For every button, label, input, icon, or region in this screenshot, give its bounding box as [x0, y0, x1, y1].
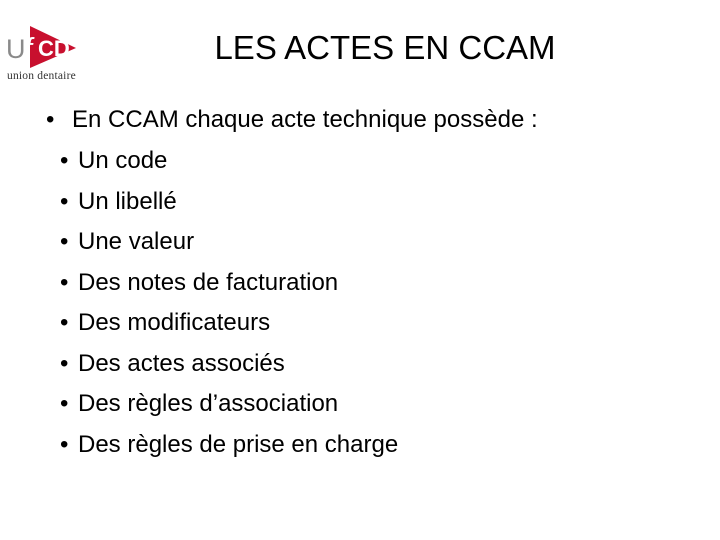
list-item-text: Des notes de facturation: [78, 268, 339, 296]
bullet-glyph: •: [46, 106, 55, 133]
list-item-text: Des modificateurs: [78, 309, 271, 336]
slide-title: LES ACTES EN CCAM: [214, 29, 556, 66]
list-item: [60, 222, 398, 263]
bullet-glyph: •: [60, 268, 69, 296]
list-item: [60, 141, 398, 182]
list-item-text: Des actes associés: [78, 349, 285, 377]
list-item: [60, 303, 398, 344]
bullet-glyph: •: [60, 430, 69, 458]
lead-text: En CCAM chaque acte technique possède :: [72, 106, 538, 133]
bullet-glyph: •: [60, 349, 69, 377]
logo-caption: union dentaire: [7, 70, 76, 82]
list-item: [60, 344, 398, 385]
logo-letter-u: U: [6, 34, 26, 64]
list-item: [60, 182, 398, 223]
list-item-text: Des règles de prise en charge: [78, 430, 399, 458]
list-item-text: Un libellé: [78, 187, 177, 215]
logo-letter-f: f: [24, 33, 33, 65]
bullet-glyph: •: [60, 187, 69, 215]
bullet-glyph: •: [60, 228, 69, 255]
logo-letters-cd: CD: [38, 36, 70, 61]
attribute-list: [60, 141, 398, 465]
ufcd-logo: [4, 24, 84, 86]
list-item: [60, 425, 398, 466]
list-item-text: Un code: [78, 147, 168, 174]
list-item-text: Une valeur: [78, 228, 195, 255]
bullet-glyph: •: [60, 309, 69, 336]
bullet-glyph: •: [60, 147, 69, 174]
ufcd-logo-mark: [4, 24, 84, 70]
bullet-glyph: •: [60, 390, 69, 417]
list-item: [60, 384, 398, 425]
list-item: [60, 263, 398, 304]
lead-bullet: [46, 103, 538, 137]
list-item-text: Des règles d’association: [78, 390, 339, 417]
